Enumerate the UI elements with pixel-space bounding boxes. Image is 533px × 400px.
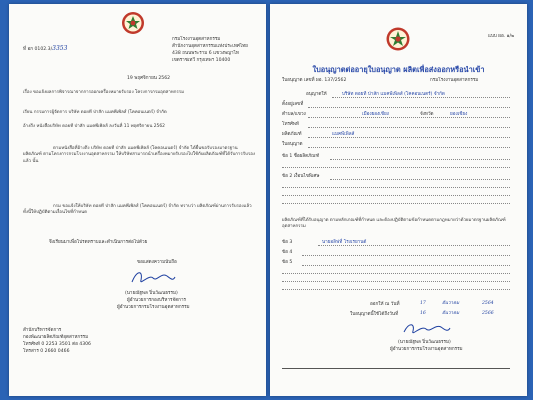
item-3-value: นายอลิฟที่ โรงเรยานต์ bbox=[322, 240, 367, 245]
footer-office: สำนักบริหารจัดการ bbox=[23, 328, 62, 333]
applicant-value: บริษัท ดอยที ป่าสัก แมคพีเพิลส์ (โคคอนเนตร์) จำกัด bbox=[342, 92, 445, 97]
letter-subject: เรื่อง ขอแจ้งผลการพิจารณาจากการออกเครื่องหมายรับรอง โครงการกรมอุตสาหกรรม bbox=[23, 90, 184, 95]
item-5-label: ข้อ 5 bbox=[282, 260, 293, 265]
product-value: แมคพีเพิลส์ bbox=[332, 132, 355, 137]
province-value: ยองเชียง bbox=[450, 112, 468, 117]
item-4-label: ข้อ 4 bbox=[282, 250, 293, 255]
license-agency: กรมโรงงานอุตสาหกรรม bbox=[430, 78, 479, 83]
form-number: แบบ ผอ. ๑/๒ bbox=[488, 34, 515, 39]
phone-label: โทรศัพท์ bbox=[282, 122, 299, 127]
agency-line-3: 438 ถนนพระราม 6 แขวงพญาไท bbox=[172, 51, 239, 56]
footer-fax: โทรสาร 0 2660 0466 bbox=[23, 349, 70, 354]
province-label: จังหวัด bbox=[420, 112, 434, 117]
letter-attention: เรียน กรรมการผู้จัดการ บริษัท ดอยที ป่าสัก แมคพีเพิลส์ (โคคอนเนตร์) จำกัด bbox=[23, 110, 167, 115]
item-1-label: ข้อ 1 ชื่อผลิตภัณฑ์ bbox=[282, 154, 320, 159]
ministry-seal-icon bbox=[121, 11, 145, 35]
footer-division: กองพัฒนาผลิตภัณฑ์อุตสาหกรรม bbox=[23, 335, 89, 340]
agency-line-1: กรมโรงงานอุตสาหกรรม bbox=[172, 37, 221, 42]
signature-icon bbox=[129, 268, 177, 288]
district-value: เมืองยองเชียง bbox=[362, 112, 389, 117]
closing-request: จึงเรียนมาเพื่อโปรดทราบและดำเนินการต่อไปด้วย bbox=[49, 240, 148, 245]
expire-day: 16 bbox=[420, 311, 426, 316]
agency-line-4: เขตราชเทวี กรุงเทพฯ 10400 bbox=[172, 58, 231, 63]
license-number: ใบอนุญาต เลขที่ ผอ. 137/2562 bbox=[282, 78, 347, 83]
letter-signer-name: (นายณัฐพล ปิ่นวัฒนธรรม) bbox=[125, 291, 178, 296]
closing-salutation: ขอแสดงความนับถือ bbox=[137, 260, 177, 265]
agency-line-2: สำนักงานอุตสาหกรรมแห่งประเทศไทย bbox=[172, 44, 248, 49]
issue-date-label: ออกให้ ณ วันที่ bbox=[370, 302, 400, 307]
expire-date-label: ใบอนุญาตนี้ใช้ได้ถึงวันที่ bbox=[350, 312, 399, 317]
issue-day: 17 bbox=[420, 301, 426, 306]
expire-month: ธันวาคม bbox=[442, 311, 460, 316]
subdistrict-label: ตำบล/แขวง bbox=[282, 112, 306, 117]
product-label: ผลิตภัณฑ์ bbox=[282, 132, 302, 137]
item-2-label: ข้อ 2 เงื่อนไขพิเศษ bbox=[282, 174, 320, 179]
signature-icon bbox=[402, 320, 452, 338]
ministry-seal-icon bbox=[386, 26, 410, 52]
letter-signer-title-2: ผู้อำนวยการกรมโรงงานอุตสาหกรรม bbox=[117, 305, 190, 310]
license-signer-name: (นายณัฐพล ปิ่นวัฒนธรรม) bbox=[398, 340, 451, 345]
reference-number: ที่ อก 0102.3/3353 bbox=[23, 45, 68, 52]
license-title: ใบอนุญาตต่ออายุใบอนุญาต ผลิตเพื่อส่งออกหรือนำเข้า bbox=[312, 65, 485, 74]
license-page bbox=[270, 4, 527, 396]
license-signer-title: ผู้อำนวยการกรมโรงงานอุตสาหกรรม bbox=[390, 347, 463, 352]
letter-reference: อ้างถึง หนังสือบริษัท ดอยที ป่าสัก แมคพีเพิลส์ ลงวันที่ 11 พฤศจิกายน 2562 bbox=[23, 124, 165, 129]
footer-phone: โทรศัพท์ 0 2253 3501 ต่อ 4306 bbox=[23, 342, 91, 347]
letter-signer-title-1: ผู้อำนวยการกองบริหารจัดการ bbox=[127, 298, 187, 303]
applicant-label: อนุญาตให้ bbox=[306, 92, 327, 97]
letter-paragraph-1: ตามหนังสือที่อ้างถึง บริษัท ดอยที ป่าสัก แมคพีเพิลส์ (โคคอนเนตร์) จำกัด ได้ยื่นขอรับรองมาตรฐานผลิตภัณฑ์ ตามโครงการกรมโรงงานอุตสาหกรรม ให้บริษัทสามารถนำเครื่องหมายรับรองไปใช้กับผลิตภัณฑ์ที่ได้รับการรับรองแล้ว นั้น bbox=[23, 146, 255, 164]
license-field-label: ใบอนุญาต bbox=[282, 142, 303, 147]
letter-paragraph-2: กรม ขอแจ้งให้บริษัท ดอยที ป่าสัก แมคพีเพิลส์ (โคคอนเนตร์) จำกัด ทราบว่า ผลิตภัณฑ์ผ่านการรับรองแล้ว ทั้งนี้ให้ปฏิบัติตามเงื่อนไขที่กำหนด bbox=[23, 204, 252, 216]
issue-year: 2564 bbox=[482, 301, 494, 306]
issue-month: ธันวาคม bbox=[442, 301, 460, 306]
expire-year: 2566 bbox=[482, 311, 494, 316]
condition-text: ผลิตภัณฑ์ที่ได้รับอนุญาต ตามหลักเกณฑ์ที่กำหนด และต้องปฏิบัติตามข้อกำหนดตามกฎหมายว่าด้วยมาตรฐานผลิตภัณฑ์อุตสาหกรรม bbox=[282, 218, 506, 230]
letter-page bbox=[9, 4, 266, 396]
address-label: ตั้งอยู่เลขที่ bbox=[282, 102, 304, 107]
item-3-label: ข้อ 3 bbox=[282, 240, 293, 245]
letter-date: 19 พฤศจิกายน 2562 bbox=[127, 76, 171, 81]
